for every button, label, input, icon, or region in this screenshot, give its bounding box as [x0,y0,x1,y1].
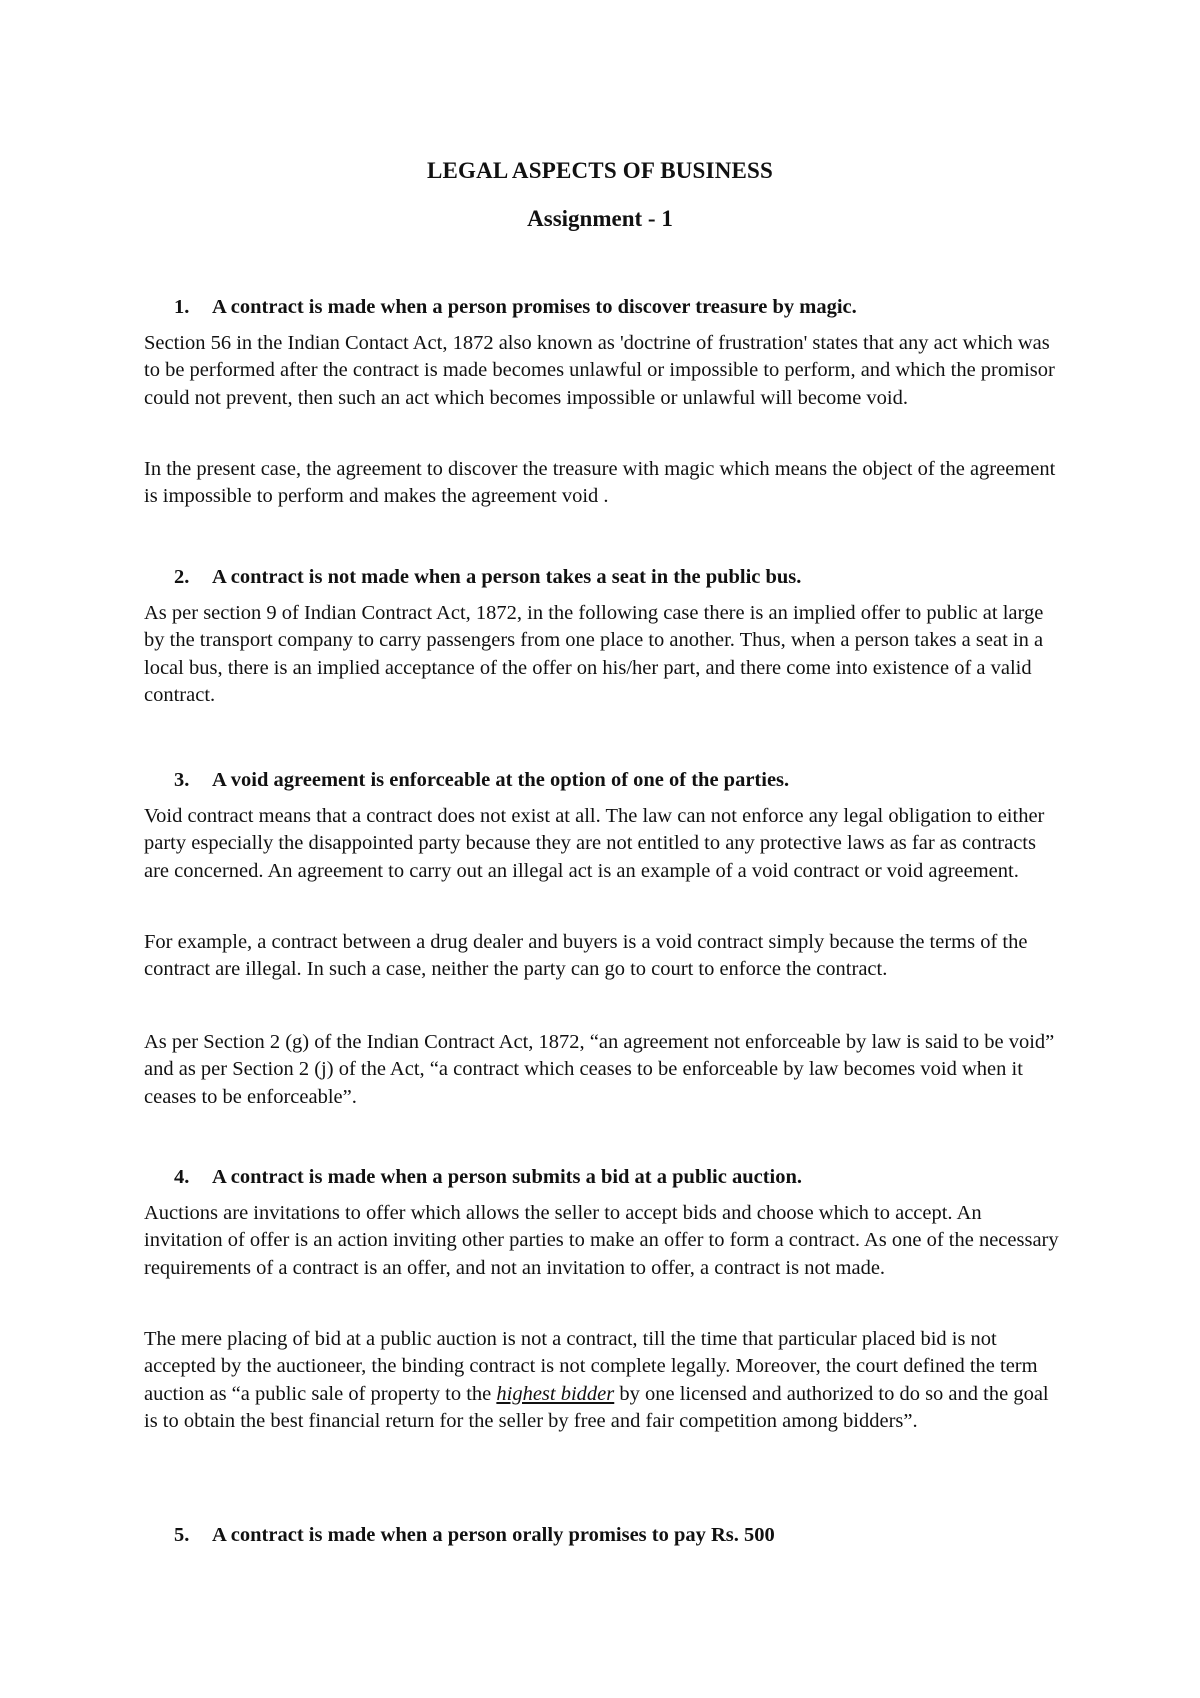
question-number: 2. [174,566,190,588]
question-number: 3. [174,769,190,791]
paragraph-text: The mere placing of bid at a public auction is not a contract, till the time that particular placed bid is not accepted by the auctioneer, the binding contract is not complete legally. Moreover, the court defined the term auction as “a public sale of property to the [144,1328,1038,1405]
paragraph-text: by one licensed and authorized to do so and the goal is to obtain the best financial return for the seller by free and fair competition among bidders”. [144,1382,1049,1432]
question-text: A contract is made when a person promises to discover treasure by magic. [212,296,857,318]
paragraph [144,1326,1064,1435]
question-heading-1 [174,294,1074,321]
document-title: LEGAL ASPECTS OF BUSINESS [426,158,774,183]
document-subtitle: Assignment - 1 [527,206,673,231]
question-text: A contract is made when a person submits a bid at a public auction. [212,1166,803,1188]
question-number: 5. [174,1524,190,1546]
question-text: A contract is not made when a person takes a seat in the public bus. [212,566,802,588]
question-text: A void agreement is enforceable at the option of one of the parties. [212,769,790,791]
question-text: A contract is made when a person orally promises to pay Rs. 500 [212,1524,775,1546]
question-number: 4. [174,1166,190,1188]
paragraph: As per Section 2 (g) of the Indian Contract Act, 1872, “an agreement not enforceable by law is said to be void” and as per Section 2 (j) of the Act, “a contract which ceases to be enforceable by law becomes void when it ceases to be enforceable”. [144,1031,1055,1108]
paragraph: For example, a contract between a drug dealer and buyers is a void contract simply because the terms of the contract are illegal. In such a case, neither the party can go to court to enforce the contract. [144,931,1028,981]
paragraph: Void contract means that a contract does not exist at all. The law can not enforce any legal obligation to either party especially the disappointed party because they are not entitled to any protective laws as far as contracts are concerned. An agreement to carry out an illegal act is an example of a void contract or void agreement. [144,805,1045,882]
paragraph: As per section 9 of Indian Contract Act, 1872, in the following case there is an implied offer to public at large by the transport company to carry passengers from one place to another. Thus, when a person takes a seat in a local bus, there is an implied acceptance of the offer on his/her part, and there come into existence of a valid contract. [144,602,1044,706]
highest-bidder-link[interactable]: highest bidder [496,1382,615,1405]
question-heading-4 [174,1164,1074,1191]
paragraph: In the present case, the agreement to discover the treasure with magic which means the object of the agreement is impossible to perform and makes the agreement void . [144,458,1056,508]
paragraph: Auctions are invitations to offer which allows the seller to accept bids and choose which to accept. An invitation of offer is an action inviting other parties to make an offer to form a contract. As one of the necessary requirements of a contract is an offer, and not an invitation to offer, a contract is not made. [144,1202,1059,1279]
question-number: 1. [174,296,190,318]
question-heading-3 [174,767,1074,794]
question-heading-2 [174,564,1074,591]
paragraph: Section 56 in the Indian Contact Act, 1872 also known as 'doctrine of frustration' states that any act which was to be performed after the contract is made becomes unlawful or impossible to perform, and which the promisor could not prevent, then such an act which becomes impossible or unlawful will become void. [144,332,1055,409]
question-heading-5 [174,1522,1074,1549]
